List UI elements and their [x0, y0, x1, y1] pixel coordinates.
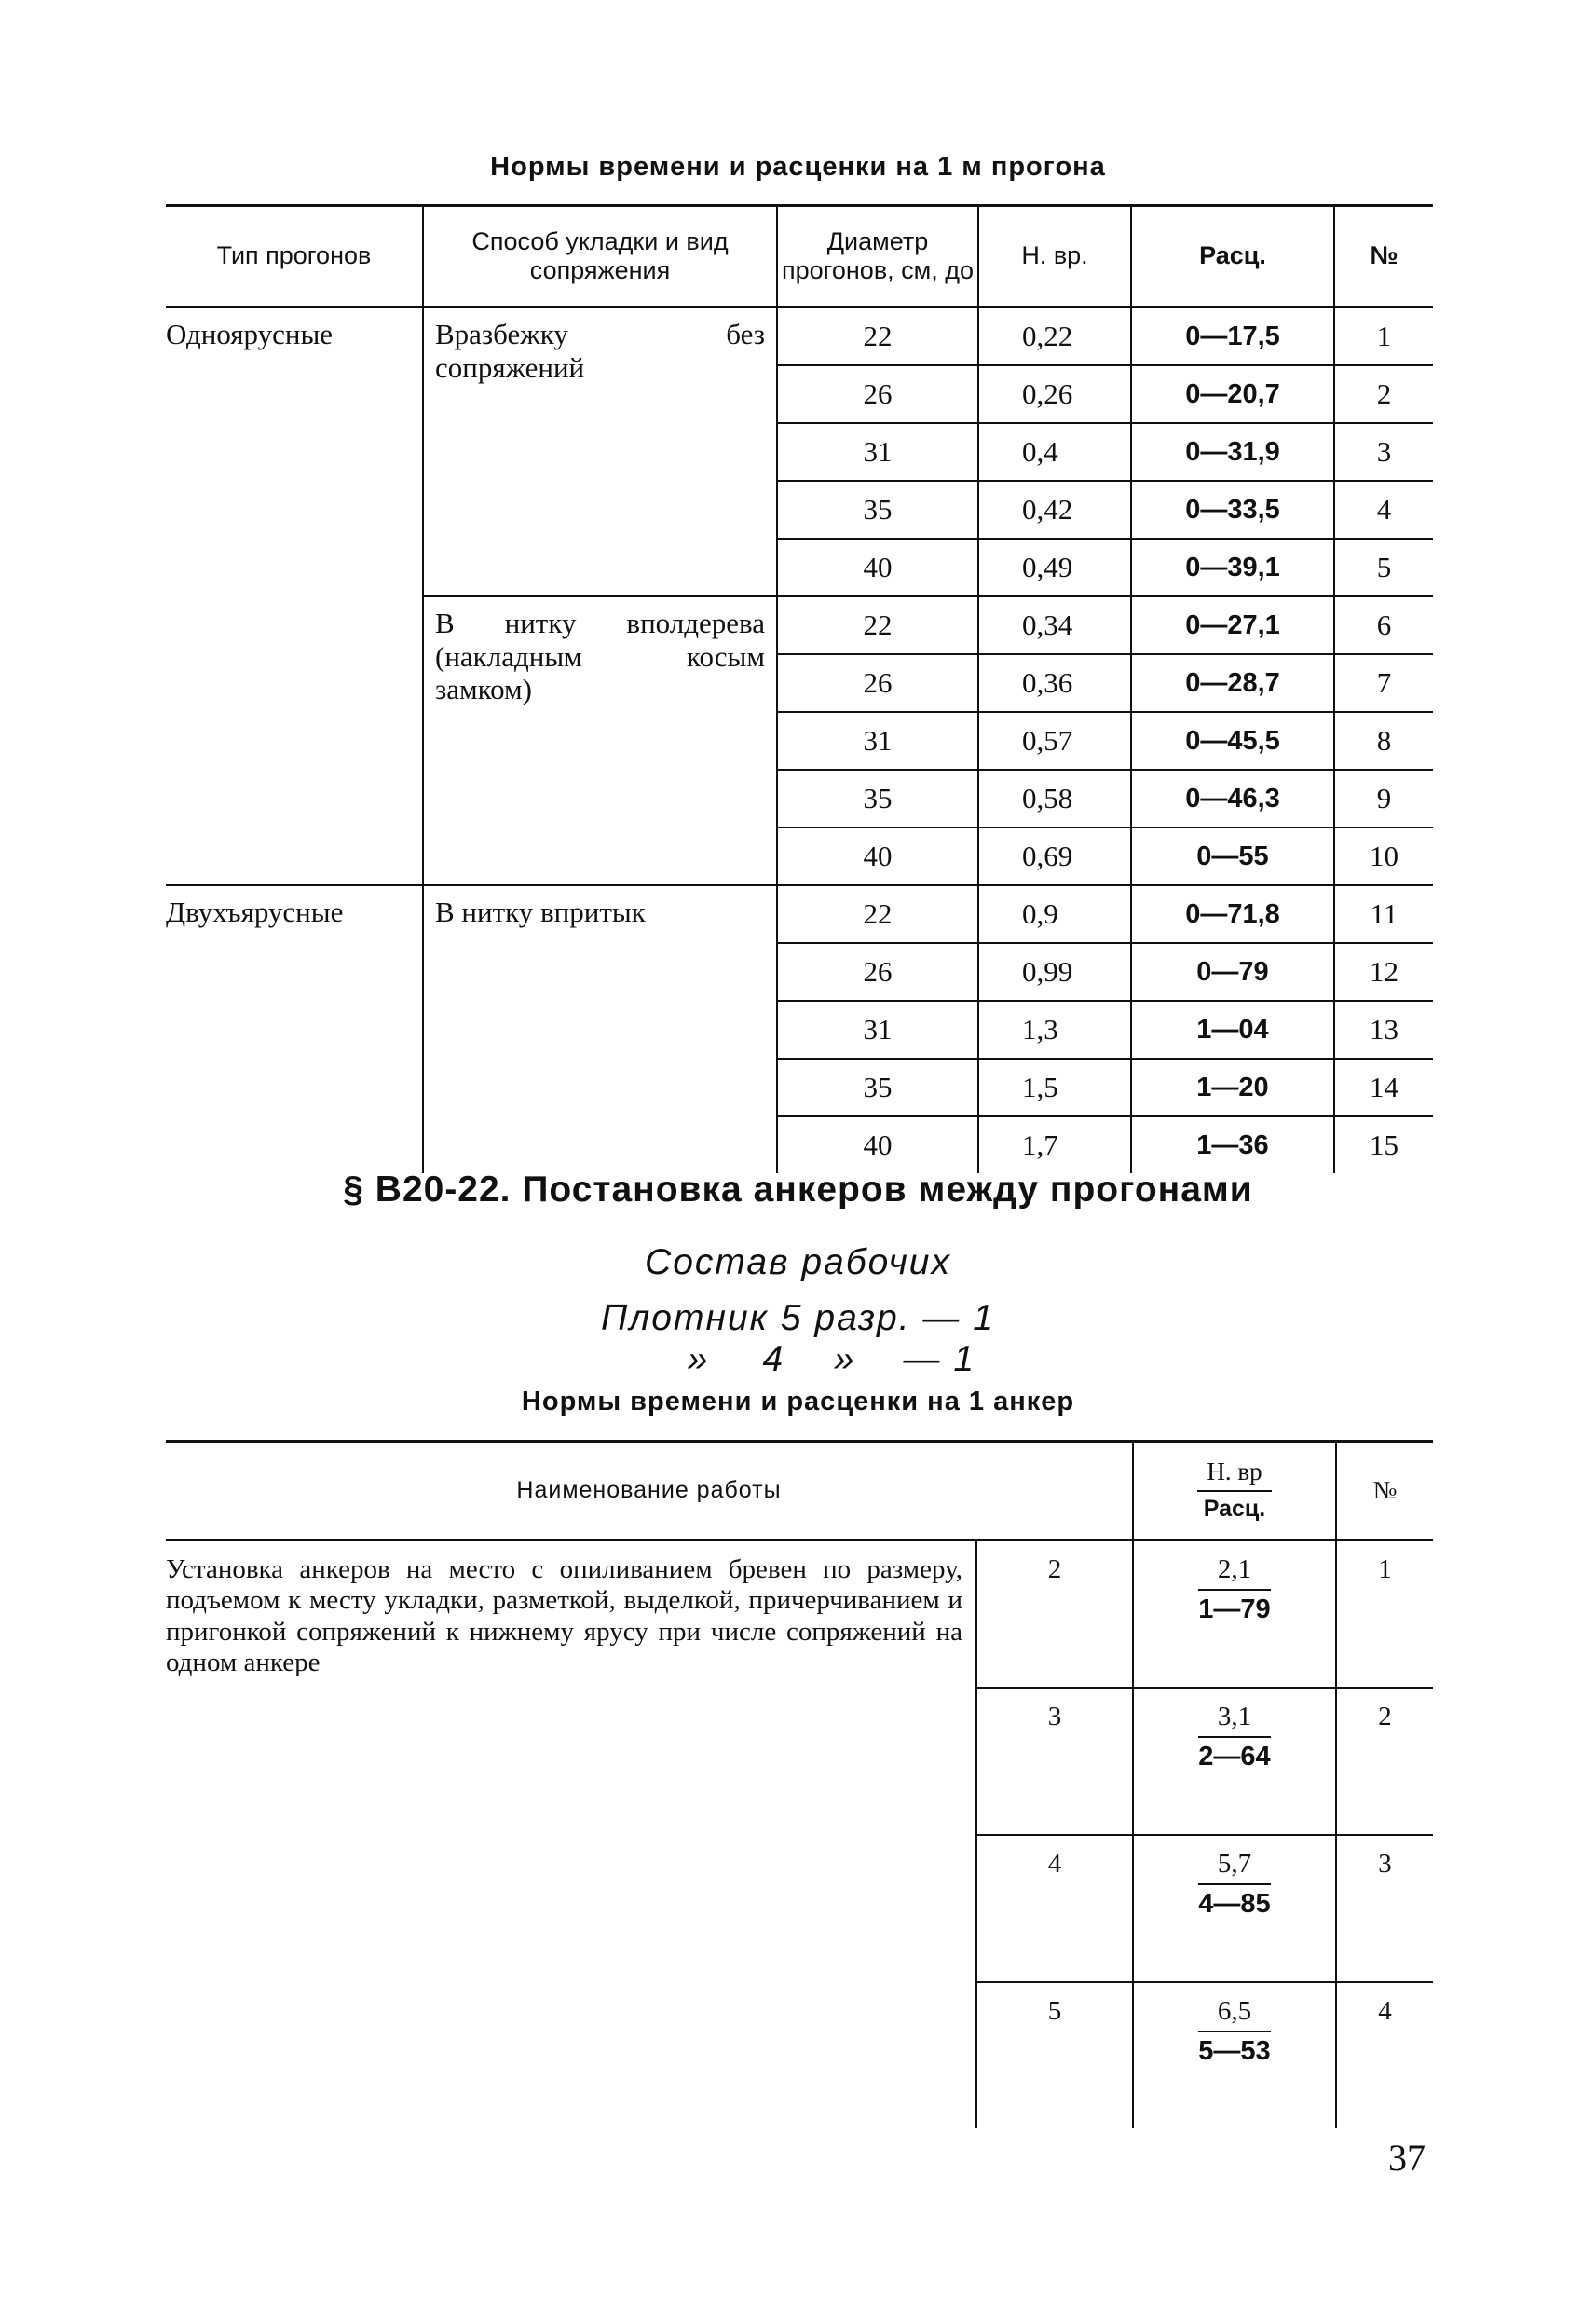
diameter-cell: 31 [777, 423, 978, 481]
rate-value: 5—53 [1198, 2036, 1271, 2066]
norm-cell: 0,58 [978, 770, 1131, 828]
header-method: Способ укладки и вид сопряжения [423, 206, 777, 308]
norm-rate-cell [1133, 1982, 1336, 2128]
norm-rate-cell [1133, 1540, 1336, 1689]
table-row [166, 885, 1433, 943]
diameter-cell: 22 [777, 596, 978, 654]
rate-cell: 0—45,5 [1131, 712, 1334, 770]
rate-cell: 1—20 [1131, 1059, 1334, 1116]
table2-header-row [166, 1442, 1433, 1540]
norms-table-purlins [166, 204, 1433, 1173]
crew-line-2 [0, 1339, 1596, 1380]
section-title: § В20-22. Постановка анкеров между прогонами [343, 1170, 1253, 1210]
crew-grade: 4 [762, 1339, 785, 1379]
norm-cell: 0,26 [978, 365, 1131, 423]
rate-cell: 0—39,1 [1131, 539, 1334, 596]
norm-cell: 0,34 [978, 596, 1131, 654]
number-cell: 5 [1334, 539, 1433, 596]
rate-cell: 0—46,3 [1131, 770, 1334, 828]
rate-cell: 0—55 [1131, 828, 1334, 885]
norm-value: 2,1 [1198, 1554, 1270, 1591]
norms-table-anchors [166, 1440, 1433, 2128]
diameter-cell: 26 [777, 365, 978, 423]
number-cell: 4 [1334, 481, 1433, 539]
rate-cell: 0—20,7 [1131, 365, 1334, 423]
ditto-mark: » [687, 1339, 710, 1379]
rate-value: 2—64 [1198, 1742, 1271, 1772]
norm-cell: 1,3 [978, 1001, 1131, 1059]
number-cell: 15 [1334, 1116, 1433, 1173]
norm-value: 3,1 [1198, 1702, 1270, 1738]
norm-cell: 0,36 [978, 654, 1131, 712]
table-row [166, 596, 1433, 654]
diameter-cell: 35 [777, 481, 978, 539]
table1-header-row [166, 206, 1433, 308]
number-cell: 3 [1334, 423, 1433, 481]
norm-rate-cell [1133, 1688, 1336, 1835]
crew-count: — 1 [903, 1339, 976, 1379]
rate-cell: 0—33,5 [1131, 481, 1334, 539]
number-cell: 6 [1334, 596, 1433, 654]
number-cell: 9 [1334, 770, 1433, 828]
work-description [166, 1540, 976, 2129]
diameter-cell: 40 [777, 828, 978, 885]
diameter-cell: 31 [777, 712, 978, 770]
norm-cell: 0,57 [978, 712, 1131, 770]
diameter-cell: 22 [777, 308, 978, 366]
joints-count-cell: 3 [976, 1688, 1133, 1835]
joints-count-cell: 4 [976, 1835, 1133, 1982]
rate-cell: 1—04 [1131, 1001, 1334, 1059]
header-no: № [1334, 206, 1433, 308]
method-cell: В нитку вполдерева (накладным косым замком) [423, 596, 777, 885]
diameter-cell: 40 [777, 1116, 978, 1173]
number-cell: 10 [1334, 828, 1433, 885]
norm-cell: 1,5 [978, 1059, 1131, 1116]
number-cell: 1 [1334, 308, 1433, 366]
table-row [166, 1540, 1433, 1689]
norm-cell: 0,49 [978, 539, 1131, 596]
number-cell: 14 [1334, 1059, 1433, 1116]
purlin-type-cell: Двухъярусные [166, 885, 423, 1173]
rate-cell: 0—79 [1131, 943, 1334, 1001]
number-cell: 13 [1334, 1001, 1433, 1059]
norm-cell: 0,69 [978, 828, 1131, 885]
crew-line-1: Плотник 5 разр. — 1 [601, 1298, 995, 1338]
header-norm: Н. вр [1197, 1457, 1271, 1492]
number-cell: 2 [1336, 1688, 1433, 1835]
rate-cell: 0—71,8 [1131, 885, 1334, 943]
method-cell: В нитку впритык [423, 885, 777, 1173]
header-norm: Н. вр. [978, 206, 1131, 308]
norm-cell: 1,7 [978, 1116, 1131, 1173]
norm-rate-cell [1133, 1835, 1336, 1982]
crew-heading: Состав рабочих [645, 1242, 951, 1282]
header-norm-rate [1133, 1442, 1336, 1540]
norm-cell: 0,9 [978, 885, 1131, 943]
number-cell: 4 [1336, 1982, 1433, 2128]
norm-value: 6,5 [1198, 1996, 1270, 2032]
number-cell: 1 [1336, 1540, 1433, 1689]
work-description-text: Установка анкеров на место с опиливанием бревен по размеру, подъемом к месту укладки, разметкой, выделкой, причерчиванием и пригонкой сопряжений к нижнему ярусу при числе сопряжений на одном анкере [166, 1554, 962, 1678]
method-cell: Вразбежку без сопряжений [423, 308, 777, 597]
rate-value: 1—79 [1198, 1594, 1271, 1624]
norm-rate-fraction [1197, 1457, 1271, 1523]
norm-cell: 0,42 [978, 481, 1131, 539]
joints-count-cell: 5 [976, 1982, 1133, 2128]
table2-caption: Нормы времени и расценки на 1 анкер [521, 1387, 1075, 1416]
diameter-cell: 26 [777, 943, 978, 1001]
diameter-cell: 31 [777, 1001, 978, 1059]
number-cell: 2 [1334, 365, 1433, 423]
header-no: № [1336, 1442, 1433, 1540]
header-rate: Расц. [1131, 206, 1334, 308]
joints-count-cell: 2 [976, 1540, 1133, 1689]
diameter-cell: 35 [777, 1059, 978, 1116]
number-cell: 11 [1334, 885, 1433, 943]
norm-cell: 0,99 [978, 943, 1131, 1001]
table1-caption: Нормы времени и расценки на 1 м прогона [490, 152, 1106, 182]
diameter-cell: 22 [777, 885, 978, 943]
purlin-type-cell: Одноярусные [166, 318, 334, 350]
table-row [166, 308, 1433, 366]
header-work-name: Наименование работы [166, 1442, 1133, 1540]
number-cell: 12 [1334, 943, 1433, 1001]
ditto-mark: » [834, 1339, 856, 1379]
rate-cell: 0—27,1 [1131, 596, 1334, 654]
number-cell: 8 [1334, 712, 1433, 770]
number-cell: 3 [1336, 1835, 1433, 1982]
norm-cell: 0,22 [978, 308, 1131, 366]
header-rate: Расц. [1203, 1496, 1266, 1522]
rate-cell: 0—28,7 [1131, 654, 1334, 712]
rate-cell: 0—17,5 [1131, 308, 1334, 366]
norm-value: 5,7 [1198, 1849, 1270, 1885]
diameter-cell: 26 [777, 654, 978, 712]
purlin-type-cell [166, 596, 423, 885]
rate-value: 4—85 [1198, 1889, 1271, 1919]
diameter-cell: 40 [777, 539, 978, 596]
page-number: 37 [1388, 2137, 1425, 2179]
norm-cell: 0,4 [978, 423, 1131, 481]
number-cell: 7 [1334, 654, 1433, 712]
diameter-cell: 35 [777, 770, 978, 828]
rate-cell: 1—36 [1131, 1116, 1334, 1173]
rate-cell: 0—31,9 [1131, 423, 1334, 481]
header-type: Тип прогонов [166, 206, 423, 308]
header-diameter: Диаметр прогонов, см, до [777, 206, 978, 308]
